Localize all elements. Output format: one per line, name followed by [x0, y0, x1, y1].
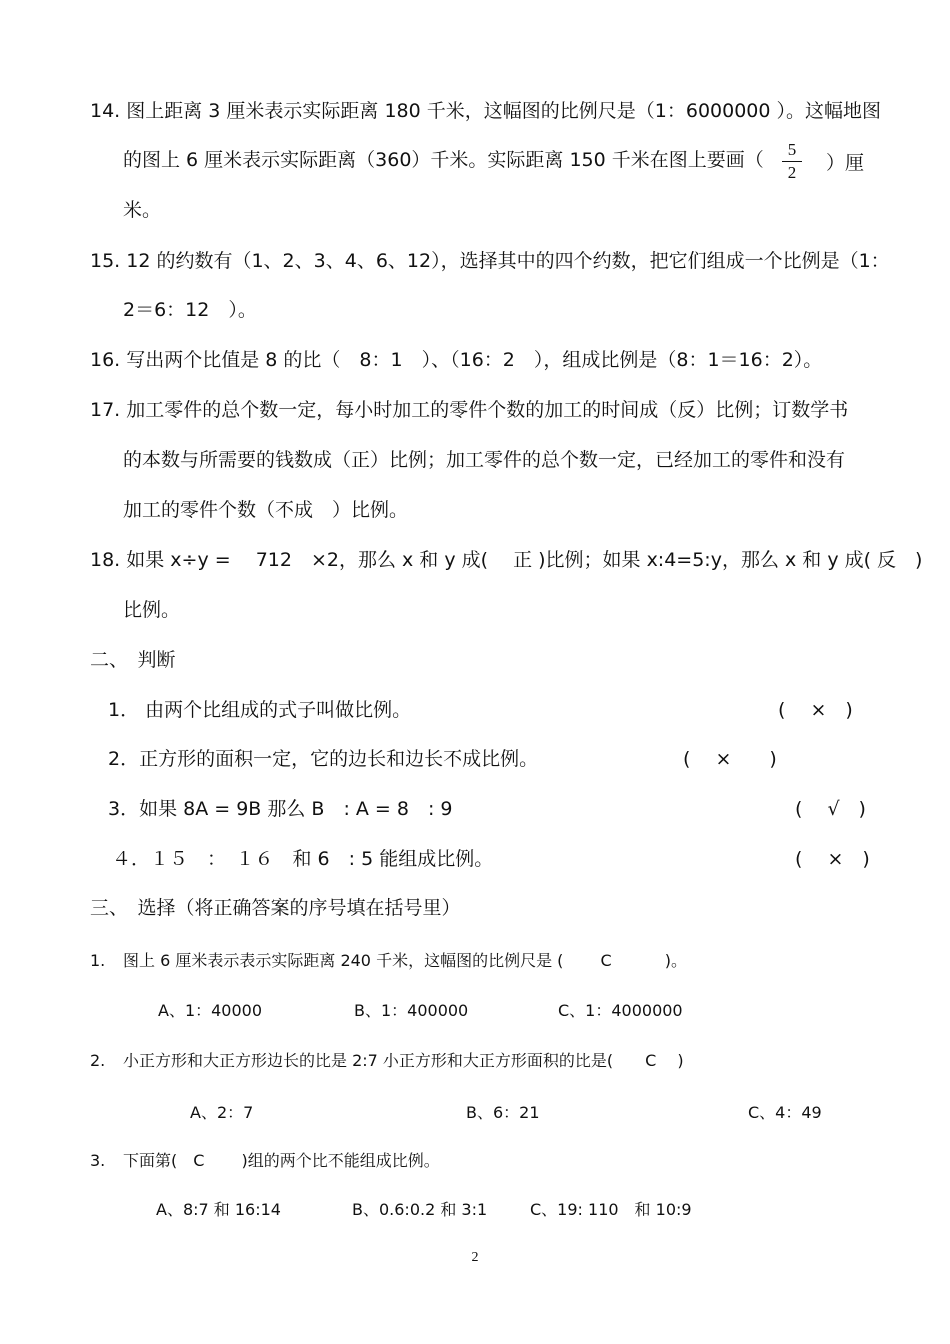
choice-q3-option-c: C、19: 110 和 10:9 [530, 1200, 692, 1219]
judge-item-4: ４．１５ ： １６ 和 6 : 5 能组成比例。 [112, 848, 494, 870]
judge-answer-3: ( √ ) [795, 798, 866, 820]
fraction-bar [782, 161, 802, 162]
fraction [780, 140, 804, 183]
q17-line-2: 的本数与所需要的钱数成（正）比例；加工零件的总个数一定，已经加工的零件和没有 [123, 449, 846, 471]
q14-line-2-end: ）厘 [826, 152, 865, 174]
section-2-heading: 二、 判断 [90, 649, 176, 671]
choice-q1-number: 1. [90, 951, 106, 970]
q18-line-2: 比例。 [123, 599, 181, 621]
q17-line-1: 17. 加工零件的总个数一定，每小时加工的零件个数的加工的时间成（反）比例；订数学书 [90, 399, 849, 421]
q16-line-1: 16. 写出两个比值是 8 的比（ 8：1 ）、（16：2 ），组成比例是（8：1＝16：2）。 [90, 349, 823, 371]
q15-line-2: 2＝6：12 ）。 [123, 299, 257, 321]
choice-q3-number: 3. [90, 1151, 106, 1170]
choice-q2-option-a: A、2：7 [190, 1103, 254, 1122]
fraction-numerator: 5 [787, 140, 797, 159]
fraction-denominator: 2 [787, 163, 797, 182]
choice-q2-number: 2. [90, 1051, 106, 1070]
choice-q1-option-a: A、1：40000 [158, 1001, 263, 1020]
q15-line-1: 15. 12 的约数有（1、2、3、4、6、12），选择其中的四个约数，把它们组成一个比例是（1： [90, 250, 890, 272]
choice-q1-text: 图上 6 厘米表示表示实际距离 240 千米，这幅图的比例尺是 ( C )。 [123, 951, 687, 970]
judge-answer-2: ( × ) [683, 748, 777, 770]
judge-item-2: 2．正方形的面积一定，它的边长和边长不成比例。 [108, 748, 539, 770]
q14-line-3: 米。 [123, 199, 162, 221]
section-3-heading: 三、 选择（将正确答案的序号填在括号里） [90, 897, 461, 919]
choice-q2-option-b: B、6：21 [466, 1103, 540, 1122]
choice-q2-text: 小正方形和大正方形边长的比是 2:7 小正方形和大正方形面积的比是( C ) [123, 1051, 684, 1070]
judge-item-1: 1． 由两个比组成的式子叫做比例。 [108, 699, 412, 721]
choice-q3-text: 下面第( C )组的两个比不能组成比例。 [123, 1151, 440, 1170]
q14-line-2: 的图上 6 厘米表示实际距离（360）千米。实际距离 150 千米在图上要画（ [123, 149, 764, 171]
choice-q3-option-a: A、8:7 和 16:14 [156, 1200, 281, 1219]
judge-item-3: 3．如果 8A = 9B 那么 B : A = 8 : 9 [108, 798, 453, 820]
q18-line-1: 18. 如果 x÷y = 712 ×2，那么 x 和 y 成( 正 )比例；如果 x:4=5:y，那么 x 和 y 成( 反 ) [90, 549, 923, 571]
choice-q1-option-b: B、1：400000 [354, 1001, 469, 1020]
page-number: 2 [471, 1250, 479, 1265]
q14-line-1: 14. 图上距离 3 厘米表示实际距离 180 千米，这幅图的比例尺是（1：6000000 ）。这幅地图 [90, 100, 882, 122]
choice-q3-option-b: B、0.6:0.2 和 3:1 [352, 1200, 488, 1219]
judge-answer-4: ( × ) [795, 848, 870, 870]
choice-q1-option-c: C、1：4000000 [558, 1001, 683, 1020]
judge-answer-1: ( × ) [778, 699, 853, 721]
q17-line-3: 加工的零件个数（不成 ）比例。 [123, 499, 409, 521]
choice-q2-option-c: C、4：49 [748, 1103, 822, 1122]
